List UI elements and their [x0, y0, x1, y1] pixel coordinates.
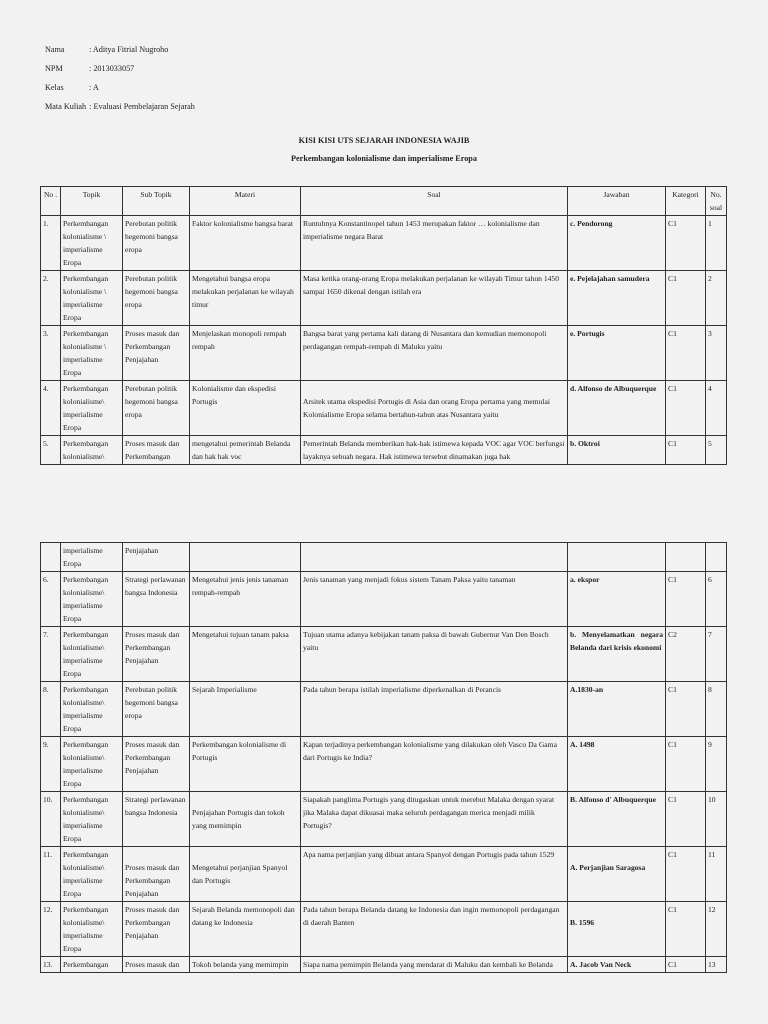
meta-value: : Evaluasi Pembelajaran Sejarah [89, 102, 195, 111]
cell-topik: Perkembangan kolonialisme\ imperialisme Eropa [61, 737, 123, 792]
cell-materi-text: Penjajahan Portugis dan tokoh yang memimpin [192, 808, 285, 830]
cell-materi: Kolonialisme dan ekspedisi Portugis [190, 381, 301, 436]
cell-sub-topik: Perebutan politik hegemoni bangsa eropa [123, 216, 190, 271]
cell-materi: Mengetahui tujuan tanam paksa [190, 627, 301, 682]
cell-kategori: C1 [666, 572, 706, 627]
cell-topik: Perkembangan kolonialisme\ [61, 436, 123, 465]
cell-soal: Runtuhnya Konstantinopel tahun 1453 merupakan faktor … kolonialisme dan imperialisme negara Barat [301, 216, 568, 271]
cell-kategori: C2 [666, 627, 706, 682]
spacer [570, 848, 663, 861]
cell-no-soal: 3 [706, 326, 727, 381]
cell-kategori: C1 [666, 381, 706, 436]
meta-value: : Aditya Fitrial Nugroho [89, 45, 169, 54]
cell-materi [190, 792, 301, 847]
table-row [41, 381, 727, 436]
cell-materi: mengetahui pemerintah Belanda dan hak hak voc [190, 436, 301, 465]
cell-materi: Mengetahui bangsa eropa melakukan perjalanan ke wilayah timur [190, 271, 301, 326]
cell-kategori: C1 [666, 957, 706, 973]
table-row [41, 216, 727, 271]
meta-row-course [45, 101, 195, 120]
cell-sub-topik [123, 847, 190, 902]
header-no: No . [41, 187, 61, 216]
meta-label: Nama [45, 45, 65, 54]
header-no-soal: No. soal [706, 187, 727, 216]
header-sub-topik: Sub Topik [123, 187, 190, 216]
cell-materi: Tokoh belanda yang memimpin [190, 957, 301, 973]
cell-soal [301, 381, 568, 436]
grid-table-part-1 [40, 186, 727, 465]
cell-soal: Pada tahun berapa istilah imperialisme diperkenalkan di Perancis [301, 682, 568, 737]
cell-kategori: C1 [666, 682, 706, 737]
cell-soal: Tujuan utama adanya kebijakan tanam paksa di bawah Gubernur Van Den Bosch yaitu [301, 627, 568, 682]
meta-value: : 2013033057 [89, 64, 135, 73]
cell-no: 8. [41, 682, 61, 737]
cell-materi: Sejarah Imperialisme [190, 682, 301, 737]
table-row [41, 957, 727, 973]
cell-topik: imperialisme Eropa [61, 543, 123, 572]
header-kategori: Kategori [666, 187, 706, 216]
spacer [192, 848, 298, 861]
cell-jawaban: d. Alfonso de Albuquerque [568, 381, 666, 436]
cell-sub-topik: Proses masuk dan Perkembangan Penjajahan [123, 902, 190, 957]
cell-soal: Jenis tanaman yang menjadi fokus sistem Tanam Paksa yaitu tanaman [301, 572, 568, 627]
cell-topik: Perkembangan [61, 957, 123, 973]
cell-no: 12. [41, 902, 61, 957]
cell-sub-topik: Strategi perlawanan bangsa Indonesia [123, 792, 190, 847]
table-row [41, 847, 727, 902]
cell-jawaban: b. Menyelamatkan negara Belanda dari krisis ekonomi [568, 627, 666, 682]
student-info [45, 44, 195, 120]
cell-jawaban-text: A. Perjanjian Saragosa [570, 863, 646, 872]
cell-kategori: C1 [666, 216, 706, 271]
cell-kategori: C1 [666, 326, 706, 381]
cell-no-soal: 2 [706, 271, 727, 326]
cell-no: 5. [41, 436, 61, 465]
cell-no: 1. [41, 216, 61, 271]
cell-soal: Apa nama perjanjian yang dibuat antara Spanyol dengan Portugis pada tahun 1529 [301, 847, 568, 902]
cell-no-soal: 10 [706, 792, 727, 847]
cell-no: 2. [41, 271, 61, 326]
cell-jawaban: a. ekspor [568, 572, 666, 627]
cell-sub-topik-text: Proses masuk dan Perkembangan Penjajahan [125, 863, 180, 898]
cell-no-soal: 12 [706, 902, 727, 957]
cell-no: 9. [41, 737, 61, 792]
cell-sub-topik: Proses masuk dan Perkembangan Penjajahan [123, 326, 190, 381]
cell-topik: Perkembangan kolonialisme\ imperialisme Eropa [61, 572, 123, 627]
cell-soal: Siapakah panglima Portugis yang ditugaskan untuk merebut Malaka dengan syarat jika Malaka dapat dikuasai maka seluruh perdagangan merica menjadi milik Portugis? [301, 792, 568, 847]
cell-no-soal: 4 [706, 381, 727, 436]
cell-kategori: C1 [666, 792, 706, 847]
cell-soal-text: Arsitek utama ekspedisi Portugis di Asia dan orang Eropa pertama yang memulai Kolonialisme Eropa selama bertahun-tahun atas Nusantara yaitu [303, 397, 550, 419]
cell-no-soal: 11 [706, 847, 727, 902]
cell-sub-topik: Perebutan politik hegemoni bangsa eropa [123, 381, 190, 436]
cell-jawaban: A. 1498 [568, 737, 666, 792]
cell-jawaban [568, 847, 666, 902]
cell-soal: Siapa nama pemimpin Belanda yang mendarat di Maluku dan kembali ke Belanda [301, 957, 568, 973]
cell-sub-topik: Penjajahan [123, 543, 190, 572]
header-topik: Topik [61, 187, 123, 216]
cell-soal: Masa ketika orang-orang Eropa melakukan perjalanan ke wilayah Timur tahun 1450 sampai 1650 dikenal dengan istilah era [301, 271, 568, 326]
cell-materi: Sejarah Belanda memonopoli dan datang ke Indonesia [190, 902, 301, 957]
document-subtitle: Perkembangan kolonialisme dan imperialisme Eropa [291, 154, 477, 163]
cell-kategori: C1 [666, 436, 706, 465]
meta-row-name [45, 44, 195, 63]
table-row [41, 682, 727, 737]
spacer [192, 793, 298, 806]
cell-jawaban: c. Pendorong [568, 216, 666, 271]
cell-kategori [666, 543, 706, 572]
cell-jawaban: e. Pejelajahan samudera [568, 271, 666, 326]
table-row [41, 326, 727, 381]
table-row-continued [41, 543, 727, 572]
cell-topik: Perkembangan kolonialisme\ imperialisme Eropa [61, 381, 123, 436]
cell-topik: Perkembangan kolonialisme\ imperialisme Eropa [61, 902, 123, 957]
cell-sub-topik: Proses masuk dan Perkembangan [123, 436, 190, 465]
cell-kategori: C1 [666, 847, 706, 902]
cell-jawaban: e. Portugis [568, 326, 666, 381]
cell-sub-topik: Perebutan politik hegemoni bangsa eropa [123, 271, 190, 326]
spacer [125, 848, 187, 861]
meta-value: : A [89, 83, 99, 92]
cell-no: 3. [41, 326, 61, 381]
cell-jawaban: A. Jacob Van Neck [568, 957, 666, 973]
cell-materi [190, 847, 301, 902]
cell-jawaban [568, 902, 666, 957]
cell-soal [301, 543, 568, 572]
cell-topik: Perkembangan kolonialisme\ imperialisme Eropa [61, 627, 123, 682]
cell-soal: Pemerintah Belanda memberikan hak-hak istimewa kepada VOC agar VOC berfungsi layaknya sebuah negara. Hak istimewa tersebut dinamakan juga hak [301, 436, 568, 465]
cell-no-soal: 9 [706, 737, 727, 792]
cell-topik: Perkembangan kolonialisme\ imperialisme Eropa [61, 682, 123, 737]
cell-no: 11. [41, 847, 61, 902]
cell-jawaban: A.1830-an [568, 682, 666, 737]
cell-no: 10. [41, 792, 61, 847]
cell-kategori: C1 [666, 902, 706, 957]
table-header-row [41, 187, 727, 216]
cell-jawaban-text: B. 1596 [570, 918, 595, 927]
cell-jawaban: b. Oktroi [568, 436, 666, 465]
table-row [41, 271, 727, 326]
cell-no: 7. [41, 627, 61, 682]
cell-materi: Perkembangan kolonialisme di Portugis [190, 737, 301, 792]
cell-kategori: C1 [666, 271, 706, 326]
table-row [41, 792, 727, 847]
cell-materi: Faktor kolonialisme bangsa barat [190, 216, 301, 271]
cell-sub-topik: Perebutan politik hegemoni bangsa eropa [123, 682, 190, 737]
meta-row-class [45, 82, 195, 101]
cell-topik: Perkembangan kolonialisme\ imperialisme Eropa [61, 792, 123, 847]
cell-no-soal: 6 [706, 572, 727, 627]
cell-materi [190, 543, 301, 572]
grid-table-part-2 [40, 542, 727, 973]
cell-sub-topik: Proses masuk dan [123, 957, 190, 973]
cell-materi: Mengetahui jenis jenis tanaman rempah-rempah [190, 572, 301, 627]
cell-no: 6. [41, 572, 61, 627]
cell-no-soal [706, 543, 727, 572]
cell-no-soal: 8 [706, 682, 727, 737]
cell-topik: Perkembangan kolonialisme\ imperialisme Eropa [61, 847, 123, 902]
cell-soal: Pada tahun berapa Belanda datang ke Indonesia dan ingin memonopoli perdagangan di daerah Banten [301, 902, 568, 957]
table-row [41, 737, 727, 792]
meta-label: Kelas [45, 83, 64, 92]
cell-no-soal: 5 [706, 436, 727, 465]
cell-no-soal: 13 [706, 957, 727, 973]
spacer [570, 903, 663, 916]
cell-soal: Bangsa barat yang pertama kali datang di Nusantara dan kemudian memonopoli perdagangan rempah-rempah di Maluku yaitu [301, 326, 568, 381]
table-row [41, 572, 727, 627]
header-materi: Materi [190, 187, 301, 216]
meta-label: NPM [45, 64, 63, 73]
cell-jawaban: B. Alfonso d' Albuquerque [568, 792, 666, 847]
table-row [41, 902, 727, 957]
spacer [303, 382, 565, 395]
document-title: KISI KISI UTS SEJARAH INDONESIA WAJIB [298, 136, 470, 145]
cell-topik: Perkembangan kolonialisme \ imperialisme Eropa [61, 271, 123, 326]
header-jawaban: Jawaban [568, 187, 666, 216]
cell-materi: Menjelaskan monopoli rempah rempah [190, 326, 301, 381]
cell-no: 4. [41, 381, 61, 436]
table-row [41, 436, 727, 465]
cell-sub-topik: Strategi perlawanan bangsa Indonesia [123, 572, 190, 627]
cell-soal: Kapan terjadinya perkembangan kolonialisme yang dilakukan oleh Vasco Da Gama dari Portugis ke India? [301, 737, 568, 792]
cell-no-soal: 1 [706, 216, 727, 271]
meta-row-npm [45, 63, 195, 82]
cell-no: 13. [41, 957, 61, 973]
table-row [41, 627, 727, 682]
cell-topik: Perkembangan kolonialisme \ imperialisme Eropa [61, 216, 123, 271]
cell-no-soal: 7 [706, 627, 727, 682]
meta-label: Mata Kuliah [45, 102, 87, 111]
header-soal: Soal [301, 187, 568, 216]
cell-no [41, 543, 61, 572]
cell-sub-topik: Proses masuk dan Perkembangan Penjajahan [123, 627, 190, 682]
cell-materi-text: Mengetahui perjanjian Spanyol dan Portugis [192, 863, 288, 885]
cell-kategori: C1 [666, 737, 706, 792]
cell-sub-topik: Proses masuk dan Perkembangan Penjajahan [123, 737, 190, 792]
cell-jawaban [568, 543, 666, 572]
cell-topik: Perkembangan kolonialisme \ imperialisme Eropa [61, 326, 123, 381]
